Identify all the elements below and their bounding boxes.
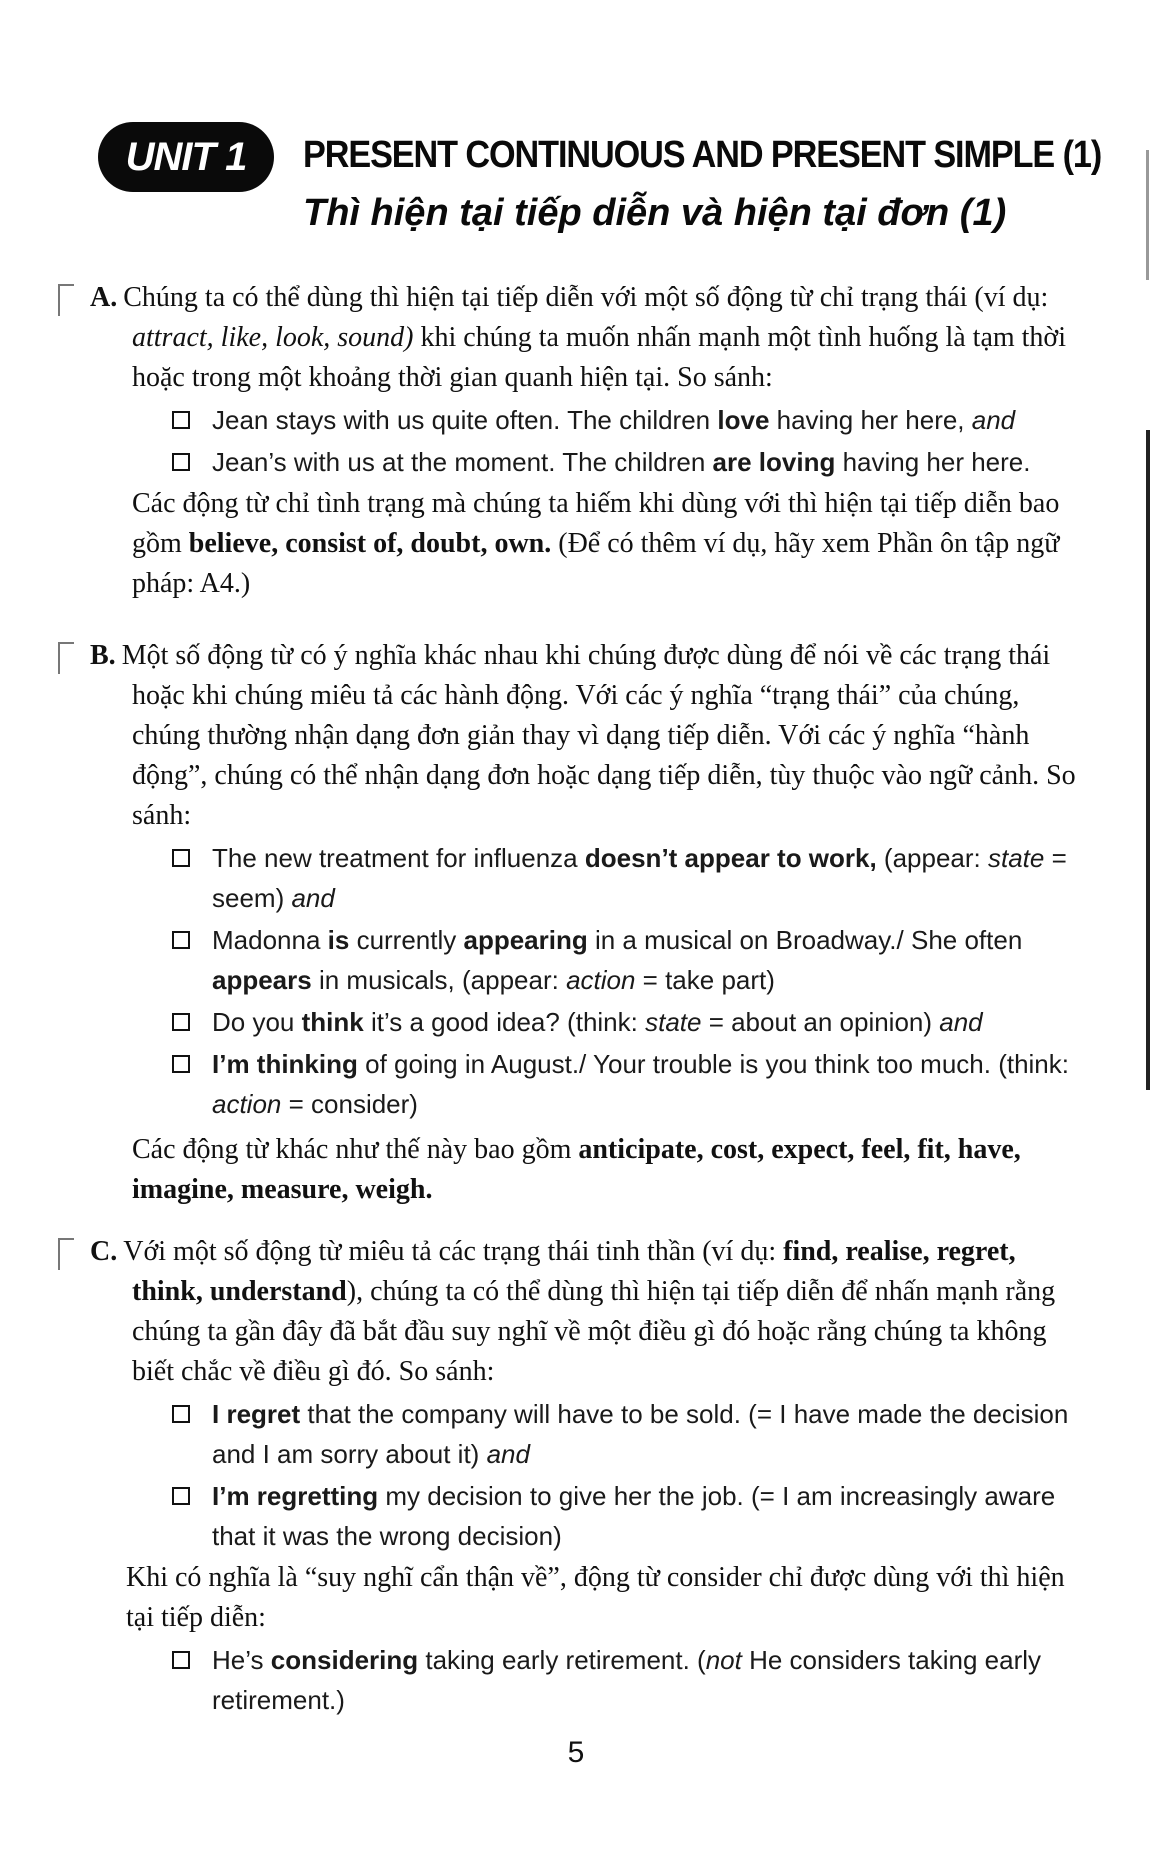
text-run: (Để có thêm ví dụ, hãy xem Phần ôn tập ngữ pháp: A4.) — [132, 528, 1060, 599]
section-a — [90, 278, 1090, 604]
page-edge-mark — [1146, 150, 1149, 280]
text-run: attract, like, look, sound) — [132, 322, 414, 353]
text-run: of going in August./ Your trouble is you think too much. (think: — [357, 1049, 1069, 1079]
text-run: and — [486, 1439, 530, 1469]
section-c — [90, 1232, 1090, 1722]
section-b — [90, 636, 1090, 1210]
text-run: and — [291, 883, 335, 913]
section-bracket-icon — [58, 642, 74, 674]
text-run: anticipate, cost, expect, feel, fit, have, imagine, measure, weigh. — [132, 1134, 1021, 1205]
text-run: that the company will have to be sold. (= I have made the decision and I am sorry about it) — [212, 1399, 1069, 1469]
example-item — [172, 442, 1090, 482]
text-run: my decision to give her the job. (= I am increasingly aware that it was the wrong decision) — [212, 1481, 1056, 1551]
text-run: in a musical on Broadway./ She often — [587, 925, 1023, 955]
text-run: Do you — [212, 1007, 302, 1037]
checkbox-icon — [172, 1055, 190, 1073]
text-run: having her here, — [769, 405, 972, 435]
section-bracket-icon — [58, 1238, 74, 1270]
text-run: Madonna — [212, 925, 328, 955]
unit-label: UNIT 1 — [125, 134, 247, 179]
section-a-intro — [90, 278, 1090, 398]
text-run: He’s — [212, 1645, 271, 1675]
example-item — [172, 1394, 1090, 1474]
section-c-note — [90, 1558, 1090, 1638]
text-run: I’m regretting — [212, 1481, 379, 1511]
page-number: 5 — [567, 1736, 585, 1769]
section-b-note — [90, 1130, 1090, 1210]
checkbox-icon — [172, 1013, 190, 1031]
text-run: in musicals, (appear: — [311, 965, 567, 995]
text-run: action — [212, 1089, 282, 1119]
text-run: Với một số động từ miêu tả các trạng thái tinh thần (ví dụ: — [123, 1236, 784, 1267]
text-run: action — [566, 965, 636, 995]
text-run: it’s a good idea? (think: — [363, 1007, 646, 1037]
section-c-intro — [90, 1232, 1090, 1392]
section-b-intro — [90, 636, 1090, 836]
text-run: find, realise, regret, think, understand — [132, 1236, 1016, 1307]
checkbox-icon — [172, 453, 190, 471]
text-run: currently — [349, 925, 464, 955]
example-item — [172, 1044, 1090, 1124]
text-run: He considers taking early retirement.) — [212, 1645, 1041, 1715]
checkbox-icon — [172, 931, 190, 949]
page-edge-mark — [1146, 430, 1150, 1090]
text-run: Jean stays with us quite often. The children — [212, 405, 718, 435]
text-run: is — [327, 925, 350, 955]
text-run: The new treatment for influenza — [212, 843, 585, 873]
checkbox-icon — [172, 1487, 190, 1505]
text-run: appearing — [463, 925, 588, 955]
unit-badge — [98, 122, 274, 192]
text-run: and — [939, 1007, 983, 1037]
example-item — [172, 920, 1090, 1000]
text-run: appears — [212, 965, 312, 995]
text-run: = consider) — [281, 1089, 418, 1119]
example-item — [172, 400, 1090, 440]
text-run: I’m thinking — [212, 1049, 358, 1079]
section-bracket-icon — [58, 284, 74, 316]
text-run: think — [301, 1007, 364, 1037]
text-run: having her here. — [835, 447, 1031, 477]
section-label: B. — [90, 640, 116, 671]
section-label: A. — [90, 282, 118, 313]
checkbox-icon — [172, 849, 190, 867]
text-run: Các động từ chỉ tình trạng mà chúng ta hiếm khi dùng với thì hiện tại tiếp diễn bao gồm — [132, 488, 1060, 559]
checkbox-icon — [172, 1651, 190, 1669]
text-run: I regret — [212, 1399, 301, 1429]
text-run: state — [645, 1007, 702, 1037]
text-run: Khi có nghĩa là “suy nghĩ cẩn thận về”, động từ consider chỉ được dùng với thì hiện tại tiếp diễn: — [126, 1562, 1065, 1633]
example-item — [172, 1640, 1090, 1720]
text-run: Jean’s with us at the moment. The children — [212, 447, 713, 477]
example-item — [172, 838, 1090, 918]
checkbox-icon — [172, 1405, 190, 1423]
text-run: believe, consist of, doubt, own. — [188, 528, 552, 559]
text-run: ), chúng ta có thể dùng thì hiện tại tiếp diễn để nhấn mạnh rằng chúng ta gần đây đã bắt đầu suy nghĩ về một điều gì đó hoặc rằng chúng ta không biết chắc về điều gì đó. So sánh: — [132, 1276, 1056, 1387]
text-run: doesn’t appear to work, — [584, 843, 877, 873]
text-run: not — [705, 1645, 742, 1675]
title-vietnamese: Thì hiện tại tiếp diễn và hiện tại đơn (1) — [303, 192, 1007, 234]
title-english: PRESENT CONTINUOUS AND PRESENT SIMPLE (1) — [303, 134, 1102, 176]
text-run: Chúng ta có thể dùng thì hiện tại tiếp diễn với một số động từ chỉ trạng thái (ví dụ: — [123, 282, 1049, 313]
text-run: are loving — [712, 447, 836, 477]
example-item — [172, 1002, 1090, 1042]
text-run: = seem) — [212, 843, 1067, 913]
text-run: state — [988, 843, 1045, 873]
text-run: and — [971, 405, 1016, 435]
section-label: C. — [90, 1236, 118, 1267]
text-run: = about an opinion) — [701, 1007, 940, 1037]
example-item — [172, 1476, 1090, 1556]
text-run: = take part) — [635, 965, 775, 995]
text-run: Các động từ khác như thế này bao gồm — [132, 1134, 579, 1165]
text-run: taking early retirement. ( — [418, 1645, 706, 1675]
text-run: khi chúng ta muốn nhấn mạnh một tình huống là tạm thời hoặc trong một khoảng thời gian quanh hiện tại. So sánh: — [132, 322, 1067, 393]
text-run: Một số động từ có ý nghĩa khác nhau khi chúng được dùng để nói về các trạng thái hoặc khi chúng miêu tả các hành động. Với các ý nghĩa “trạng thái” của chúng, chúng thường nhận dạng đơn giản thay vì dạng tiếp diễn. Với các ý nghĩa “hành động”, chúng có thể nhận dạng đơn hoặc dạng tiếp diễn, tùy thuộc vào ngữ cảnh. So sánh: — [121, 640, 1076, 831]
text-run: love — [717, 405, 770, 435]
text-run: (appear: — [876, 843, 988, 873]
text-run: considering — [270, 1645, 419, 1675]
section-a-note — [90, 484, 1090, 604]
checkbox-icon — [172, 411, 190, 429]
